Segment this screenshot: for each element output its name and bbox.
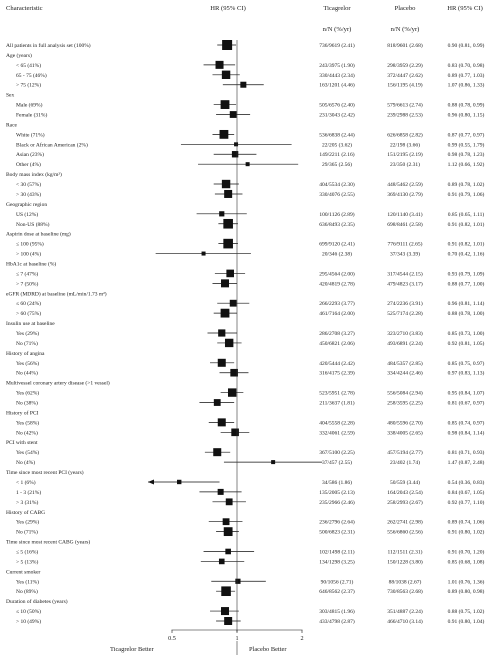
placebo-events: 579/6613 (2.74) bbox=[387, 102, 423, 109]
point-estimate-marker bbox=[232, 151, 238, 157]
point-estimate-marker bbox=[202, 252, 206, 256]
hazard-ratio-ci: 0.88 (0.78, 0.99) bbox=[447, 102, 485, 109]
hazard-ratio-ci: 0.85 (0.68, 1.08) bbox=[447, 559, 485, 566]
point-estimate-marker bbox=[224, 527, 233, 536]
subgroup-label: Male (69%) bbox=[16, 102, 43, 109]
point-estimate-marker bbox=[218, 359, 226, 367]
hazard-ratio-ci: 0.85 (0.65, 1.11) bbox=[447, 211, 485, 218]
subgroup-label: No (71%) bbox=[16, 340, 38, 347]
ticagrelor-events: 149/2211 (2.16) bbox=[319, 152, 355, 159]
ticagrelor-events: 20/346 (2.38) bbox=[322, 251, 352, 258]
ticagrelor-events: 330/4443 (2.34) bbox=[319, 72, 355, 79]
header-placebo: Placebo bbox=[394, 5, 416, 12]
placebo-events: 776/9111 (2.65) bbox=[387, 241, 423, 248]
ticagrelor-events: 433/4798 (2.87) bbox=[319, 619, 355, 625]
subgroup-header-label: Time since most recent CABG (years) bbox=[6, 539, 91, 546]
x-tick-label: 2 bbox=[300, 635, 304, 642]
ticagrelor-events: 404/5534 (2.30) bbox=[319, 182, 355, 189]
subgroup-label: Yes (62%) bbox=[16, 390, 40, 397]
point-estimate-marker bbox=[271, 460, 275, 464]
hazard-ratio-ci: 1.01 (0.76, 1.36) bbox=[447, 579, 485, 586]
ticagrelor-events: 37/457 (2.55) bbox=[322, 460, 352, 467]
point-estimate-marker bbox=[225, 339, 233, 347]
ticagrelor-events: 211/3637 (1.81) bbox=[319, 400, 355, 407]
hazard-ratio-ci: 0.91 (0.82, 1.01) bbox=[447, 221, 485, 228]
placebo-events: 334/4244 (2.46) bbox=[387, 370, 423, 377]
footer-right-label: Placebo Better bbox=[249, 646, 287, 653]
ticagrelor-events: 404/5558 (2.28) bbox=[319, 420, 355, 427]
subgroup-label: White (71%) bbox=[16, 132, 45, 139]
x-tick-label: 0.5 bbox=[168, 635, 176, 642]
ticagrelor-events: 235/2966 (2.46) bbox=[319, 499, 355, 506]
placebo-events: 493/6891 (2.24) bbox=[387, 340, 423, 347]
header-hr-ci-right: HR (95% CI) bbox=[447, 5, 483, 12]
placebo-events: 466/4710 (3.14) bbox=[387, 619, 423, 625]
subgroup-header-label: Aspirin dose at baseline (mg) bbox=[6, 231, 71, 238]
ticagrelor-events: 134/1298 (3.25) bbox=[319, 559, 355, 566]
placebo-events: 626/6858 (2.82) bbox=[387, 132, 423, 139]
subgroup-label: Yes (29%) bbox=[16, 331, 40, 337]
subgroup-header-label: History of PCI bbox=[6, 410, 39, 417]
subgroup-label: No (4%) bbox=[16, 460, 36, 467]
subheader-placebo: n/N (%/yr) bbox=[390, 26, 420, 33]
hazard-ratio-ci: 0.70 (0.42, 1.16) bbox=[447, 251, 485, 258]
subgroup-label: ≤ 7 (47%) bbox=[16, 271, 39, 278]
point-estimate-marker bbox=[218, 418, 226, 426]
hazard-ratio-ci: 0.97 (0.83, 1.13) bbox=[447, 370, 485, 377]
subgroup-header-label: PCI with stent bbox=[6, 440, 38, 447]
point-estimate-marker bbox=[226, 498, 233, 505]
ticagrelor-events: 266/2293 (3.77) bbox=[319, 301, 355, 308]
point-estimate-marker bbox=[214, 399, 221, 406]
subgroup-label: No (89%) bbox=[16, 589, 38, 596]
ticagrelor-events: 330/4076 (2.55) bbox=[319, 191, 355, 198]
subgroup-label: > 7 (50%) bbox=[16, 281, 39, 288]
point-estimate-marker bbox=[222, 40, 232, 50]
ticagrelor-events: 34/586 (1.86) bbox=[322, 479, 352, 486]
subgroup-label: < 1 (6%) bbox=[16, 479, 36, 486]
ticagrelor-events: 135/2005 (2.13) bbox=[319, 489, 355, 496]
ticagrelor-events: 699/9120 (2.41) bbox=[319, 241, 355, 248]
ticagrelor-events: 523/5951 (2.78) bbox=[319, 390, 355, 397]
placebo-events: 730/8563 (2.68) bbox=[387, 589, 423, 596]
point-estimate-marker bbox=[224, 617, 232, 625]
placebo-events: 23/402 (1.74) bbox=[390, 460, 420, 467]
point-estimate-marker bbox=[221, 100, 230, 109]
placebo-events: 258/2993 (2.67) bbox=[387, 499, 423, 506]
hazard-ratio-ci: 0.96 (0.80, 1.15) bbox=[447, 112, 485, 119]
ticagrelor-events: 420/4819 (2.78) bbox=[319, 281, 355, 288]
hazard-ratio-ci: 0.89 (0.77, 1.03) bbox=[447, 72, 485, 79]
ticagrelor-events: 316/4175 (2.39) bbox=[319, 370, 355, 377]
hazard-ratio-ci: 0.95 (0.84, 1.07) bbox=[447, 390, 485, 397]
subgroup-header-label: History of angina bbox=[6, 350, 45, 357]
hazard-ratio-ci: 0.81 (0.67, 0.97) bbox=[447, 400, 485, 407]
hazard-ratio-ci: 0.83 (0.70, 0.98) bbox=[447, 62, 485, 69]
placebo-events: 23/350 (2.31) bbox=[390, 162, 420, 169]
point-estimate-marker bbox=[221, 607, 229, 615]
subgroup-header-label: Geographic region bbox=[6, 201, 48, 208]
hazard-ratio-ci: 0.92 (0.81, 1.05) bbox=[447, 340, 485, 347]
subgroup-label: ≤ 100 (95%) bbox=[16, 241, 44, 248]
placebo-events: 480/5596 (2.70) bbox=[387, 420, 423, 427]
x-axis bbox=[168, 630, 303, 642]
ticagrelor-events: 646/8562 (2.37) bbox=[319, 589, 355, 596]
subgroup-header-label: Duration of diabetes (years) bbox=[6, 599, 68, 606]
ticagrelor-events: 367/5100 (2.25) bbox=[319, 450, 355, 457]
placebo-events: 818/9601 (2.68) bbox=[387, 43, 423, 49]
hazard-ratio-ci: 0.91 (0.79, 1.06) bbox=[447, 191, 485, 198]
subgroup-label: < 30 (57%) bbox=[16, 182, 42, 189]
hazard-ratio-ci: 0.90 (0.81, 0.99) bbox=[447, 43, 485, 49]
hazard-ratio-ci: 0.89 (0.74, 1.06) bbox=[447, 519, 485, 526]
footer-left-label: Ticagrelor Better bbox=[110, 646, 154, 653]
ticagrelor-events: 295/4564 (2.00) bbox=[319, 271, 355, 278]
subgroup-label: Yes (58%) bbox=[16, 420, 40, 427]
subgroup-label: No (38%) bbox=[16, 400, 38, 407]
subgroup-label: ≤ 5 (16%) bbox=[16, 549, 39, 556]
placebo-events: 112/1511 (2.31) bbox=[387, 549, 423, 556]
ticagrelor-events: 332/4061 (2.59) bbox=[319, 430, 355, 437]
subgroup-label: No (44%) bbox=[16, 370, 38, 377]
hazard-ratio-ci: 0.91 (0.80, 1.02) bbox=[447, 529, 485, 536]
hazard-ratio-ci: 0.87 (0.77, 0.97) bbox=[447, 132, 485, 139]
subgroup-label: 1 - 3 (21%) bbox=[16, 489, 42, 496]
ticagrelor-events: 102/1498 (2.11) bbox=[319, 549, 355, 556]
point-estimate-marker bbox=[235, 579, 240, 584]
ticagrelor-events: 100/1126 (2.89) bbox=[319, 211, 355, 218]
subgroup-header-label: Sex bbox=[6, 92, 15, 99]
placebo-events: 479/4823 (3.17) bbox=[387, 281, 423, 288]
placebo-events: 151/2195 (2.19) bbox=[387, 152, 423, 159]
placebo-events: 484/5357 (2.85) bbox=[387, 360, 423, 367]
placebo-events: 372/4447 (2.62) bbox=[387, 72, 423, 79]
placebo-events: 50/559 (3.44) bbox=[390, 479, 420, 486]
placebo-events: 556/6860 (2.56) bbox=[387, 529, 423, 536]
hazard-ratio-ci: 0.84 (0.67, 1.05) bbox=[447, 489, 485, 496]
point-estimate-marker bbox=[226, 270, 234, 278]
subgroup-label: < 65 (41%) bbox=[16, 62, 42, 69]
point-estimate-marker bbox=[240, 82, 246, 88]
placebo-events: 274/2236 (3.91) bbox=[387, 301, 423, 308]
subgroup-header-label: Body mass index (kg/m²) bbox=[6, 172, 62, 179]
point-estimate-marker bbox=[230, 300, 237, 307]
hazard-ratio-ci: 0.89 (0.80, 0.98) bbox=[447, 589, 485, 596]
point-estimate-marker bbox=[218, 329, 225, 336]
subgroup-label: > 75 (12%) bbox=[16, 82, 42, 89]
subgroup-rows bbox=[6, 42, 484, 625]
placebo-events: 556/5084 (2.94) bbox=[387, 390, 423, 397]
point-estimate-marker bbox=[177, 480, 181, 484]
ticagrelor-events: 505/6576 (2.40) bbox=[319, 102, 355, 109]
hazard-ratio-ci: 0.54 (0.36, 0.83) bbox=[447, 479, 485, 486]
subgroup-label: > 30 (43%) bbox=[16, 191, 42, 198]
axis-footer bbox=[110, 646, 287, 653]
subgroup-label: 65 - 75 (46%) bbox=[16, 72, 47, 79]
subgroup-label: > 60 (75%) bbox=[16, 311, 42, 318]
hazard-ratio-ci: 0.88 (0.75, 1.02) bbox=[447, 609, 485, 616]
ticagrelor-events: 461/7164 (2.00) bbox=[319, 311, 355, 318]
ticagrelor-events: 736/9619 (2.41) bbox=[319, 43, 355, 49]
subgroup-label: Yes (29%) bbox=[16, 519, 40, 526]
point-estimate-marker bbox=[225, 549, 231, 555]
subgroup-label: Other (4%) bbox=[16, 162, 41, 169]
header-characteristic: Characteristic bbox=[6, 5, 43, 12]
subgroup-label: Black or African American (2%) bbox=[16, 142, 88, 149]
ticagrelor-events: 286/2708 (3.27) bbox=[319, 331, 355, 337]
ticagrelor-events: 90/1056 (2.71) bbox=[320, 579, 354, 586]
placebo-events: 262/2741 (2.98) bbox=[387, 519, 423, 526]
placebo-events: 150/1228 (3.80) bbox=[387, 559, 423, 566]
ticagrelor-events: 231/3043 (2.42) bbox=[319, 112, 355, 119]
point-estimate-marker bbox=[219, 559, 225, 565]
hazard-ratio-ci: 0.85 (0.74, 0.97) bbox=[447, 420, 485, 427]
ticagrelor-events: 536/6838 (2.44) bbox=[319, 132, 355, 139]
ticagrelor-events: 243/3975 (1.90) bbox=[319, 62, 355, 69]
hazard-ratio-ci: 1.12 (0.66, 1.92) bbox=[447, 162, 485, 169]
subgroup-label: Female (31%) bbox=[16, 112, 48, 119]
placebo-events: 457/5194 (2.77) bbox=[387, 450, 423, 457]
point-estimate-marker bbox=[223, 518, 230, 525]
subgroup-label: > 5 (13%) bbox=[16, 559, 39, 566]
subgroup-label: Yes (11%) bbox=[16, 579, 39, 586]
point-estimate-marker bbox=[223, 239, 233, 249]
x-tick-label: 1 bbox=[235, 635, 239, 642]
subgroup-header-label: Time since most recent PCI (years) bbox=[6, 470, 84, 477]
hazard-ratio-ci: 0.85 (0.75, 0.97) bbox=[447, 360, 485, 367]
point-estimate-marker bbox=[221, 586, 231, 596]
hazard-ratio-ci: 0.91 (0.70, 1.20) bbox=[447, 549, 485, 556]
subgroup-label: No (71%) bbox=[16, 529, 38, 536]
subgroup-label: Non-US (88%) bbox=[16, 221, 50, 228]
point-estimate-marker bbox=[213, 448, 221, 456]
hazard-ratio-ci: 0.91 (0.80, 1.04) bbox=[447, 619, 485, 625]
placebo-events: 698/8461 (2.58) bbox=[387, 221, 423, 228]
hazard-ratio-ci: 1.07 (0.86, 1.33) bbox=[447, 82, 485, 89]
subgroup-header-label: Insulin use at baseline bbox=[6, 321, 55, 328]
point-estimate-marker bbox=[216, 61, 224, 69]
hazard-ratio-ci: 0.91 (0.82, 1.01) bbox=[447, 241, 485, 248]
point-estimate-marker bbox=[234, 142, 238, 146]
placebo-events: 120/1140 (3.41) bbox=[387, 211, 423, 218]
subgroup-label: ≤ 10 (50%) bbox=[16, 609, 42, 616]
placebo-events: 156/1195 (4.19) bbox=[387, 82, 423, 89]
ticagrelor-events: 420/5444 (2.42) bbox=[319, 360, 355, 367]
header-ticagrelor: Ticagrelor bbox=[323, 5, 351, 12]
ticagrelor-events: 450/6821 (2.06) bbox=[319, 340, 355, 347]
placebo-events: 239/2988 (2.53) bbox=[387, 112, 423, 119]
hazard-ratio-ci: 0.81 (0.71, 0.93) bbox=[447, 450, 485, 457]
subgroup-header-label: HbA1c at baseline (%) bbox=[6, 261, 57, 268]
placebo-events: 298/3959 (2.29) bbox=[387, 62, 423, 69]
subgroup-label: No (42%) bbox=[16, 430, 38, 437]
ticagrelor-events: 163/1201 (4.46) bbox=[319, 82, 355, 89]
subgroup-header-label: History of CABG bbox=[6, 509, 46, 516]
ticagrelor-events: 29/365 (2.56) bbox=[322, 162, 352, 169]
placebo-events: 351/4887 (2.24) bbox=[387, 609, 423, 616]
ticagrelor-events: 500/6823 (2.31) bbox=[319, 529, 355, 536]
header-hr-ci-left: HR (95% CI) bbox=[210, 5, 246, 12]
hazard-ratio-ci: 0.98 (0.84, 1.14) bbox=[447, 430, 485, 437]
subgroup-label: US (12%) bbox=[16, 211, 39, 218]
point-estimate-marker bbox=[220, 130, 229, 139]
subgroup-label: > 10 (49%) bbox=[16, 619, 42, 625]
subgroup-header-label: Multivessel coronary artery disease (>1 vessel) bbox=[6, 380, 110, 387]
subgroup-label: All patients in full analysis set (100%) bbox=[6, 43, 91, 49]
subgroup-header-label: Current smoker bbox=[6, 569, 41, 576]
placebo-events: 338/4005 (2.65) bbox=[387, 430, 423, 437]
ticagrelor-events: 236/2796 (2.64) bbox=[319, 519, 355, 526]
ticagrelor-events: 303/4815 (1.96) bbox=[319, 609, 355, 616]
subheader-ticagrelor: n/N (%/yr) bbox=[322, 26, 352, 33]
hazard-ratio-ci: 0.92 (0.77, 1.10) bbox=[447, 499, 485, 506]
point-estimate-marker bbox=[228, 388, 236, 396]
point-estimate-marker bbox=[231, 429, 239, 437]
ticagrelor-events: 636/8493 (2.35) bbox=[319, 221, 355, 228]
subgroup-label: > 3 (31%) bbox=[16, 499, 39, 506]
subgroup-label: Yes (54%) bbox=[16, 450, 40, 457]
point-estimate-marker bbox=[218, 489, 224, 495]
point-estimate-marker bbox=[221, 279, 229, 287]
hazard-ratio-ci: 0.89 (0.78, 1.02) bbox=[447, 182, 485, 189]
subgroup-label: > 100 (4%) bbox=[16, 251, 42, 258]
column-headers bbox=[6, 5, 483, 33]
hazard-ratio-ci: 0.88 (0.77, 1.00) bbox=[447, 281, 485, 288]
subgroup-header-label: Race bbox=[6, 122, 17, 129]
subgroup-header-label: Age (years) bbox=[6, 52, 32, 59]
hazard-ratio-ci: 0.98 (0.78, 1.23) bbox=[447, 152, 485, 159]
subgroup-label: Asian (23%) bbox=[16, 152, 44, 159]
subgroup-header-label: eGFR (MDRD) at baseline (mL/min/1.73 m²) bbox=[6, 291, 107, 298]
placebo-events: 448/5462 (2.59) bbox=[387, 182, 423, 189]
hazard-ratio-ci: 0.99 (0.55, 1.79) bbox=[447, 142, 485, 149]
placebo-events: 258/3595 (2.25) bbox=[387, 400, 423, 407]
point-estimate-marker bbox=[224, 190, 232, 198]
placebo-events: 369/4130 (2.79) bbox=[387, 191, 423, 198]
subgroup-label: ≤ 60 (24%) bbox=[16, 301, 42, 308]
point-estimate-marker bbox=[222, 71, 230, 79]
ci-arrow-left bbox=[148, 479, 154, 484]
hazard-ratio-ci: 0.88 (0.78, 1.00) bbox=[447, 311, 485, 318]
hazard-ratio-ci: 1.47 (0.87, 2.48) bbox=[447, 460, 485, 467]
point-estimate-marker bbox=[230, 111, 237, 118]
placebo-events: 88/1038 (2.67) bbox=[388, 579, 422, 586]
hazard-ratio-ci: 0.85 (0.73, 1.00) bbox=[447, 331, 485, 337]
forest-marks bbox=[148, 40, 322, 655]
placebo-events: 22/198 (3.66) bbox=[390, 142, 420, 149]
hazard-ratio-ci: 0.96 (0.81, 1.14) bbox=[447, 301, 485, 308]
placebo-events: 37/343 (3.39) bbox=[390, 251, 420, 258]
ticagrelor-events: 22/205 (3.62) bbox=[322, 142, 352, 149]
subgroup-label: Yes (56%) bbox=[16, 360, 40, 367]
point-estimate-marker bbox=[222, 180, 230, 188]
placebo-events: 317/4544 (2.15) bbox=[387, 271, 423, 278]
point-estimate-marker bbox=[219, 211, 224, 216]
point-estimate-marker bbox=[223, 219, 233, 229]
placebo-events: 323/2710 (3.83) bbox=[387, 331, 423, 337]
point-estimate-marker bbox=[221, 309, 230, 318]
placebo-events: 164/2043 (2.54) bbox=[387, 489, 423, 496]
placebo-events: 525/7174 (2.28) bbox=[387, 311, 423, 318]
point-estimate-marker bbox=[246, 162, 250, 166]
hazard-ratio-ci: 0.93 (0.79, 1.09) bbox=[447, 271, 485, 278]
